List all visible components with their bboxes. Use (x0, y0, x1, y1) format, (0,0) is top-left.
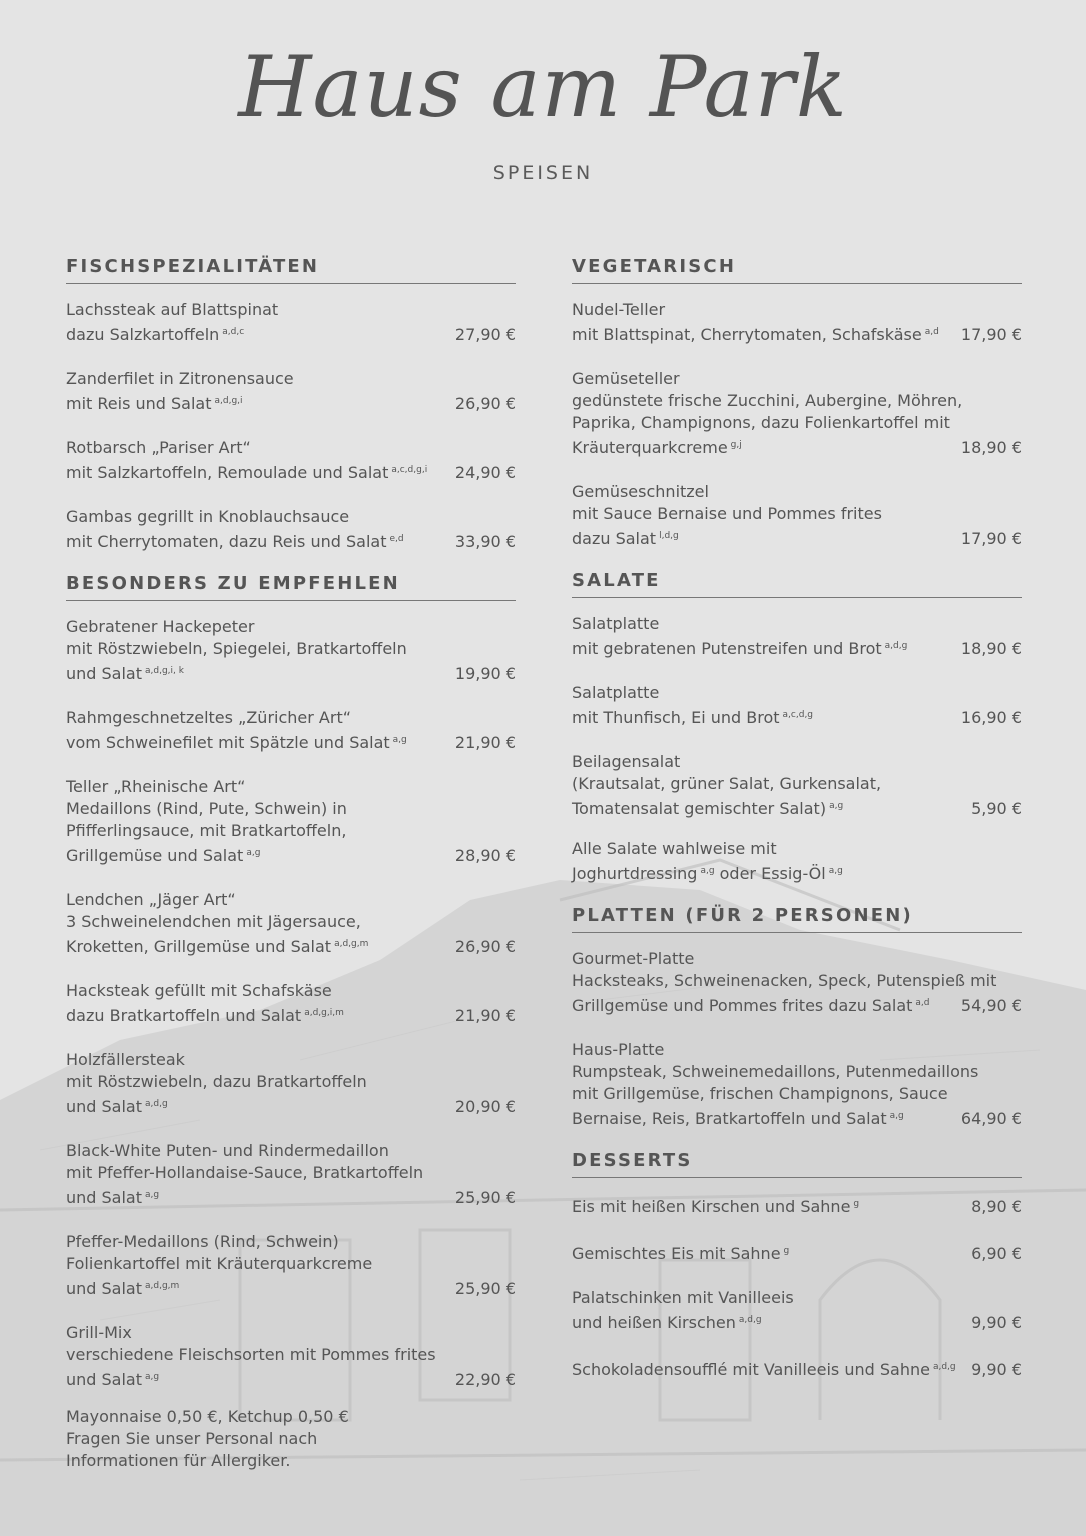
dish-text: mit Sauce Bernaise und Pommes frites (572, 504, 882, 523)
footnote-line: Fragen Sie unser Personal nach (66, 1429, 318, 1448)
dish-text: Rahmgeschnetzeltes „Züricher Art“ (66, 708, 351, 727)
section-heading: BESONDERS ZU EMPFEHLEN (66, 573, 516, 601)
allergen-codes: a,g (246, 848, 261, 858)
menu-item (572, 1356, 1022, 1381)
section-heading: FISCHSPEZIALITÄTEN (66, 256, 516, 284)
menu-item (66, 506, 516, 553)
note-line: Alle Salate wahlweise mit (572, 839, 777, 858)
dish-price: 24,90 € (454, 463, 516, 482)
dish-name (66, 776, 516, 798)
menu-item (66, 299, 516, 346)
dish-description (66, 729, 516, 754)
dish-name (66, 437, 516, 459)
footnote-line: Informationen für Allergiker. (66, 1451, 291, 1470)
dish-name (66, 368, 516, 390)
dish-name (572, 1240, 1022, 1265)
dish-description (66, 1184, 516, 1209)
dressing-note (572, 838, 1022, 885)
dish-name (66, 707, 516, 729)
dish-text: Gambas gegrillt in Knoblauchsauce (66, 507, 350, 526)
allergen-codes: a,g (145, 1372, 160, 1382)
allergen-codes: a,d (915, 998, 930, 1008)
menu-item (572, 948, 1022, 1017)
dish-text: Paprika, Champignons, dazu Folienkartoffel mit (572, 413, 950, 432)
dish-text: dazu Salat (572, 529, 657, 548)
dish-description (66, 528, 516, 553)
dish-description (66, 459, 516, 484)
dish-name (66, 1049, 516, 1071)
dish-text: verschiedene Fleischsorten mit Pommes frites (66, 1345, 436, 1364)
dish-text: mit Röstzwiebeln, Spiegelei, Bratkartoffeln (66, 639, 407, 658)
dish-description (66, 1344, 516, 1366)
dish-text: Grillgemüse und Salat (66, 846, 244, 865)
dish-description (66, 842, 516, 867)
dish-text: Medaillons (Rind, Pute, Schwein) in (66, 799, 347, 818)
dish-price: 28,90 € (454, 846, 516, 865)
allergen-codes: a,d,g,i,m (304, 1008, 344, 1018)
dish-text: Pfifferlingsauce, mit Bratkartoffeln, (66, 821, 347, 840)
dish-text: Salatplatte (572, 683, 660, 702)
dish-description (66, 660, 516, 685)
dish-text: Tomatensalat gemischter Salat) (572, 799, 827, 818)
menu-item (572, 751, 1022, 820)
dish-text: Schokoladensoufflé mit Vanilleeis und Sahne (572, 1360, 930, 1379)
dish-text: mit Röstzwiebeln, dazu Bratkartoffeln (66, 1072, 367, 1091)
dish-name (572, 1287, 1022, 1309)
dish-price: 64,90 € (960, 1109, 1022, 1128)
menu-item (572, 368, 1022, 459)
dish-description (66, 638, 516, 660)
dish-price: 27,90 € (454, 325, 516, 344)
dish-price: 33,90 € (454, 532, 516, 551)
allergen-codes: a,d,g,i, k (145, 666, 184, 676)
menu-item (66, 980, 516, 1027)
menu-section (66, 573, 516, 1391)
menu-section (572, 256, 1022, 550)
dish-text: mit Pfeffer-Hollandaise-Sauce, Bratkartoffeln (66, 1163, 424, 1182)
dish-name (66, 1231, 516, 1253)
menu-section (572, 905, 1022, 1130)
allergen-codes: a,d,c (222, 327, 245, 337)
dish-description (572, 434, 1022, 459)
dish-name (572, 299, 1022, 321)
dish-text: Folienkartoffel mit Kräuterquarkcreme (66, 1254, 373, 1273)
dish-name (66, 889, 516, 911)
dish-text: Lachssteak auf Blattspinat (66, 300, 279, 319)
dish-text: mit gebratenen Putenstreifen und Brot (572, 639, 882, 658)
section-heading: DESSERTS (572, 1150, 1022, 1178)
dish-name (572, 1356, 1022, 1381)
menu-section (572, 570, 1022, 885)
dish-text: Gourmet-Platte (572, 949, 695, 968)
dish-name (572, 613, 1022, 635)
allergen-codes: a,d,g,m (334, 939, 369, 949)
dish-text: und Salat (66, 664, 143, 683)
dish-text: Haus-Platte (572, 1040, 665, 1059)
dish-text: Beilagensalat (572, 752, 681, 771)
dish-name (66, 299, 516, 321)
dish-text: Gemüseschnitzel (572, 482, 709, 501)
dish-text: Grillgemüse und Pommes frites dazu Salat (572, 996, 913, 1015)
dish-text: Nudel-Teller (572, 300, 666, 319)
dish-description (572, 635, 1022, 660)
menu-item (572, 1193, 1022, 1218)
dish-text: mit Grillgemüse, frischen Champignons, Sauce (572, 1084, 948, 1103)
dish-price: 8,90 € (971, 1197, 1022, 1216)
dish-price: 17,90 € (960, 529, 1022, 548)
dish-description (66, 1071, 516, 1093)
dish-text: und Salat (66, 1188, 143, 1207)
menu-section (66, 256, 516, 553)
allergen-codes: a,d (924, 327, 939, 337)
dish-text: Bernaise, Reis, Bratkartoffeln und Salat (572, 1109, 887, 1128)
dish-description (66, 911, 516, 933)
menu-item (572, 1039, 1022, 1130)
dish-text: mit Salzkartoffeln, Remoulade und Salat (66, 463, 389, 482)
footnote-line: Mayonnaise 0,50 €, Ketchup 0,50 € (66, 1407, 349, 1426)
dish-name (572, 1193, 1022, 1218)
allergen-codes: a,g (145, 1190, 160, 1200)
menu-item (66, 368, 516, 415)
dish-text: 3 Schweinelendchen mit Jägersauce, (66, 912, 361, 931)
dish-text: Lendchen „Jäger Art“ (66, 890, 236, 909)
dish-description (572, 795, 1022, 820)
dish-text: Gebratener Hackepeter (66, 617, 255, 636)
dish-description (66, 1275, 516, 1300)
restaurant-title: Haus am Park (238, 38, 848, 136)
dish-text: Holzfällersteak (66, 1050, 185, 1069)
allergen-codes: a,d,g (145, 1099, 168, 1109)
allergen-codes: a,g (828, 866, 843, 876)
menu-item (66, 707, 516, 754)
menu-item (66, 1322, 516, 1391)
menu-item (66, 776, 516, 867)
allergen-codes: a,d,g (738, 1315, 762, 1325)
dish-price: 18,90 € (960, 639, 1022, 658)
allergen-codes: e,d (389, 534, 404, 544)
dish-price: 6,90 € (971, 1244, 1022, 1263)
allergen-codes: g,j (730, 440, 742, 450)
allergen-codes: a,d,g,i (214, 396, 243, 406)
dish-text: Rumpsteak, Schweinemedaillons, Putenmedaillons (572, 1062, 979, 1081)
dish-text: Kroketten, Grillgemüse und Salat (66, 937, 332, 956)
dish-price: 5,90 € (971, 799, 1022, 818)
dish-name (66, 980, 516, 1002)
allergen-codes: a,d,g (884, 641, 908, 651)
allergen-codes: a,g (829, 801, 844, 811)
dish-text: mit Reis und Salat (66, 394, 212, 413)
dish-text: Hacksteak gefüllt mit Schafskäse (66, 981, 332, 1000)
dish-text: mit Blattspinat, Cherrytomaten, Schafskäse (572, 325, 922, 344)
dish-text: Hacksteaks, Schweinenacken, Speck, Putenspieß mit (572, 971, 997, 990)
dish-description (572, 503, 1022, 525)
dish-name (572, 948, 1022, 970)
dish-text: und Salat (66, 1279, 143, 1298)
dish-description (572, 1105, 1022, 1130)
allergen-codes: l,d,g (659, 531, 679, 541)
dish-price: 21,90 € (454, 1006, 516, 1025)
menu-subtitle: SPEISEN (492, 162, 594, 184)
dish-name (66, 616, 516, 638)
dish-text: Grill-Mix (66, 1323, 132, 1342)
dish-description (572, 525, 1022, 550)
dish-description (66, 1366, 516, 1391)
dish-text: Pfeffer-Medaillons (Rind, Schwein) (66, 1232, 339, 1251)
note-line (572, 860, 1022, 885)
dish-price: 17,90 € (960, 325, 1022, 344)
menu-item (572, 682, 1022, 729)
allergen-codes: a,g (889, 1111, 904, 1121)
dish-name (572, 1039, 1022, 1061)
dish-price: 9,90 € (971, 1313, 1022, 1332)
menu-section (572, 1150, 1022, 1381)
dish-description (66, 798, 516, 820)
dish-description (66, 1002, 516, 1027)
dish-text: vom Schweinefilet mit Spätzle und Salat (66, 733, 390, 752)
dish-text: Kräuterquarkcreme (572, 438, 728, 457)
dish-text: Eis mit heißen Kirschen und Sahne (572, 1197, 851, 1216)
dish-name (66, 1140, 516, 1162)
dish-name (66, 506, 516, 528)
allergen-codes: g (853, 1199, 860, 1209)
dish-price: 16,90 € (960, 708, 1022, 727)
dish-text: dazu Bratkartoffeln und Salat (66, 1006, 302, 1025)
dish-text: Zanderfilet in Zitronensauce (66, 369, 294, 388)
dish-description (572, 1083, 1022, 1105)
menu-item (572, 481, 1022, 550)
allergen-codes: a,g (392, 735, 407, 745)
dish-description (66, 390, 516, 415)
dish-text: Teller „Rheinische Art“ (66, 777, 246, 796)
dish-text: Gemischtes Eis mit Sahne (572, 1244, 781, 1263)
menu-item (66, 437, 516, 484)
dish-description (66, 1093, 516, 1118)
dish-description (572, 390, 1022, 412)
menu-item (572, 299, 1022, 346)
dish-description (572, 773, 1022, 795)
footnote (66, 1406, 349, 1472)
dish-text: Black-White Puten- und Rindermedaillon (66, 1141, 389, 1160)
dish-text: und Salat (66, 1370, 143, 1389)
dish-text: gedünstete frische Zucchini, Aubergine, Möhren, (572, 391, 963, 410)
allergen-codes: g (783, 1246, 790, 1256)
note-text: oder Essig-Öl (719, 864, 826, 883)
dish-description (66, 933, 516, 958)
dish-name (572, 682, 1022, 704)
dish-price: 26,90 € (454, 394, 516, 413)
dish-text: Gemüseteller (572, 369, 680, 388)
dish-text: mit Cherrytomaten, dazu Reis und Salat (66, 532, 387, 551)
dish-price: 54,90 € (960, 996, 1022, 1015)
right-column (572, 256, 1022, 1401)
allergen-codes: a,g (700, 866, 715, 876)
allergen-codes: a,c,d,g (782, 710, 814, 720)
dish-name (572, 481, 1022, 503)
dish-price: 26,90 € (454, 937, 516, 956)
dish-price: 20,90 € (454, 1097, 516, 1116)
allergen-codes: a,c,d,g,i (391, 465, 428, 475)
menu-item (572, 613, 1022, 660)
dish-price: 18,90 € (960, 438, 1022, 457)
dish-description (66, 1162, 516, 1184)
note-text: Joghurtdressing (572, 864, 698, 883)
dish-description (572, 1309, 1022, 1334)
dish-description (572, 321, 1022, 346)
dish-description (572, 704, 1022, 729)
dish-text: Salatplatte (572, 614, 660, 633)
dish-text: und heißen Kirschen (572, 1313, 736, 1332)
dish-text: dazu Salzkartoffeln (66, 325, 220, 344)
section-heading: VEGETARISCH (572, 256, 1022, 284)
menu-item (66, 1231, 516, 1300)
dish-price: 22,90 € (454, 1370, 516, 1389)
dish-price: 21,90 € (454, 733, 516, 752)
dish-price: 19,90 € (454, 664, 516, 683)
menu-item (66, 889, 516, 958)
dish-description (66, 321, 516, 346)
dish-text: Rotbarsch „Pariser Art“ (66, 438, 251, 457)
dish-price: 25,90 € (454, 1188, 516, 1207)
dish-name (572, 368, 1022, 390)
menu-item (66, 1049, 516, 1118)
dish-name (572, 751, 1022, 773)
menu-item (66, 616, 516, 685)
menu-item (572, 1240, 1022, 1265)
dish-name (66, 1322, 516, 1344)
dish-text: Palatschinken mit Vanilleeis (572, 1288, 794, 1307)
dish-text: mit Thunfisch, Ei und Brot (572, 708, 780, 727)
allergen-codes: a,d,g (932, 1362, 956, 1372)
section-heading: SALATE (572, 570, 1022, 598)
dish-description (572, 970, 1022, 992)
dish-description (66, 820, 516, 842)
left-column (66, 256, 516, 1411)
dish-description (572, 1061, 1022, 1083)
dish-description (572, 412, 1022, 434)
dish-text: (Krautsalat, grüner Salat, Gurkensalat, (572, 774, 882, 793)
menu-item (572, 1287, 1022, 1334)
dish-description (66, 1253, 516, 1275)
dish-text: und Salat (66, 1097, 143, 1116)
section-heading: PLATTEN (FÜR 2 PERSONEN) (572, 905, 1022, 933)
dish-description (572, 992, 1022, 1017)
menu-item (66, 1140, 516, 1209)
dish-price: 9,90 € (971, 1360, 1022, 1379)
allergen-codes: a,d,g,m (145, 1281, 180, 1291)
dish-price: 25,90 € (454, 1279, 516, 1298)
